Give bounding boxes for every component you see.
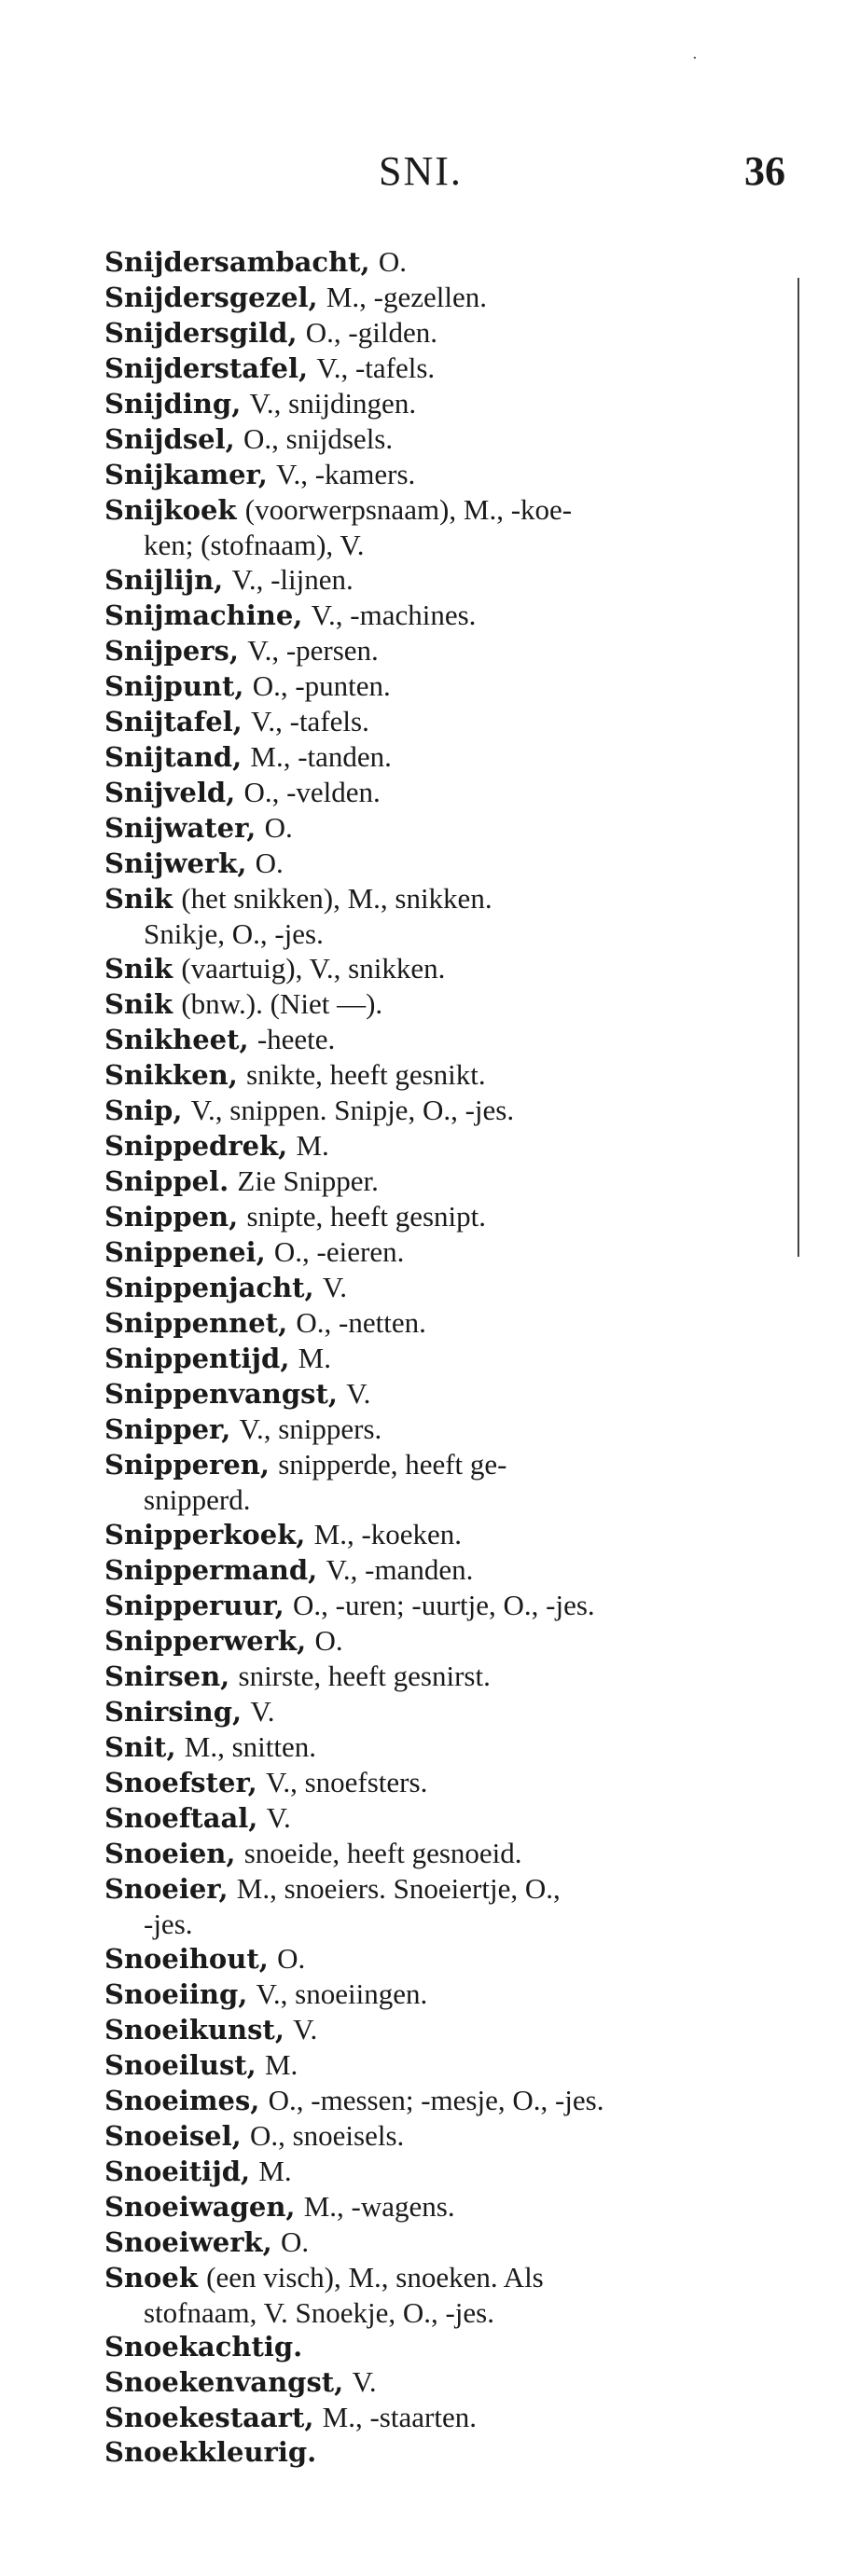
entry-headword: Snippenei, (104, 1236, 266, 1268)
dictionary-entry (104, 739, 795, 775)
entry-continuation: stofnaam, V. Snoekje, O., -jes. (144, 2296, 494, 2329)
entry-headword: Snoeiwerk, (104, 2226, 272, 2258)
entry-definition: V., -kamers. (276, 458, 416, 490)
entry-headword: Snijlijn, (104, 564, 224, 596)
dictionary-entry (104, 351, 795, 386)
entry-headword: Snoekkleurig. (104, 2436, 317, 2468)
entry-headword: Snoeiing, (104, 1978, 248, 2010)
dictionary-entry (104, 1871, 795, 1941)
dictionary-entry (104, 1164, 795, 1199)
entry-definition: (bnw.). (Niet —). (181, 987, 383, 1020)
dictionary-entry (104, 704, 795, 739)
dictionary-entry (104, 421, 795, 457)
dictionary-entry (104, 1447, 795, 1517)
entry-headword: Snoeiwagen, (104, 2191, 296, 2223)
entry-definition: snoeide, heeft gesnoeid. (243, 1837, 522, 1869)
dictionary-entry (104, 1836, 795, 1871)
entry-definition: M., -koeken. (313, 1518, 463, 1550)
entry-definition: (een visch), M., snoeken. Als (206, 2261, 544, 2294)
dictionary-entry (104, 2047, 795, 2083)
dictionary-entry (104, 775, 795, 810)
entry-headword: Snikheet, (104, 1024, 249, 1055)
dictionary-entry (104, 1941, 795, 1977)
dictionary-entry (104, 1199, 795, 1234)
entry-definition: O. (314, 1624, 343, 1657)
running-head: SNI. (379, 148, 463, 194)
entry-headword: Snoeikunst, (104, 2014, 284, 2046)
entry-continuation: snipperd. (144, 1483, 251, 1516)
entry-headword: Snijderstafel, (104, 352, 309, 384)
dictionary-entry (104, 1305, 795, 1341)
entry-definition: M., snitten. (184, 1730, 316, 1763)
entry-definition: V., -tafels. (250, 705, 369, 737)
dictionary-entry (104, 2012, 795, 2047)
entry-headword: Snikken, (104, 1059, 238, 1091)
entry-headword: Snijwater, (104, 812, 257, 844)
entry-definition: M., -wagens. (303, 2190, 455, 2223)
entry-headword: Snoeilust, (104, 2049, 257, 2081)
dictionary-entries (104, 244, 795, 2470)
entry-headword: Snoeihout, (104, 1943, 269, 1975)
entry-definition: O. (264, 811, 293, 844)
entry-headword: Snoekestaart, (104, 2402, 314, 2433)
dictionary-entry (104, 1376, 795, 1412)
dictionary-entry (104, 2154, 795, 2189)
dictionary-entry (104, 1765, 795, 1800)
dictionary-entry (104, 1057, 795, 1093)
entry-definition: V., snoeiingen. (256, 1977, 428, 2010)
entry-definition: O., -uren; -uurtje, O., -jes. (292, 1589, 595, 1621)
entry-definition: M., -gezellen. (326, 281, 488, 313)
dictionary-entry (104, 1093, 795, 1128)
dictionary-entry (104, 1412, 795, 1447)
entry-definition: O., -gilden. (305, 316, 437, 349)
entry-headword: Snijding, (104, 388, 242, 420)
entry-definition: O., -eieren. (273, 1235, 405, 1268)
entry-definition: O. (378, 245, 408, 278)
page-number: 36 (744, 148, 785, 194)
dictionary-entry (104, 1588, 795, 1623)
entry-headword: Snipperen, (104, 1449, 270, 1481)
margin-rule (797, 278, 799, 1257)
entry-headword: Snippel. (104, 1165, 229, 1197)
dictionary-entry (104, 986, 795, 1022)
entry-definition: M. (258, 2155, 292, 2187)
dictionary-entry (104, 2260, 795, 2330)
dictionary-entry (104, 315, 795, 351)
entry-definition: M. (264, 2048, 298, 2081)
entry-definition: M., -staarten. (322, 2401, 477, 2433)
entry-definition: (voorwerpsnaam), M., -koe- (244, 493, 573, 526)
entry-definition: V. (266, 1801, 291, 1834)
entry-definition: V., -tafels. (316, 351, 436, 384)
entry-definition: V., snippen. Snipje, O., -jes. (190, 1094, 515, 1126)
entry-definition: O., -netten. (296, 1306, 426, 1339)
entry-continuation: -jes. (144, 1908, 193, 1940)
entry-headword: Snoefster, (104, 1767, 257, 1798)
entry-definition: M., snoeiers. Snoeiertje, O., (236, 1872, 561, 1905)
entry-definition: V., -lijnen. (231, 563, 354, 596)
entry-definition: O. (255, 847, 284, 879)
entry-definition: M. (298, 1342, 331, 1374)
entry-headword: Snippentijd, (104, 1343, 290, 1374)
dictionary-entry (104, 1517, 795, 1552)
entry-definition: V. (250, 1695, 275, 1728)
entry-headword: Snik (104, 953, 173, 985)
entry-headword: Snoek (104, 2262, 198, 2294)
dictionary-entry (104, 951, 795, 986)
entry-definition: O., snoeisels. (249, 2119, 405, 2152)
entry-definition: V. (352, 2365, 377, 2398)
dictionary-entry (104, 1977, 795, 2012)
dictionary-entry (104, 280, 795, 315)
entry-headword: Snik (104, 988, 173, 1020)
entry-definition: V. (322, 1271, 348, 1303)
entry-definition: O. (280, 2225, 310, 2258)
entry-definition: Zie Snipper. (237, 1164, 379, 1197)
entry-definition: O., -punten. (252, 669, 391, 702)
dictionary-entry (104, 1234, 795, 1270)
entry-headword: Snijtafel, (104, 706, 243, 737)
entry-headword: Snijdersambacht, (104, 246, 370, 278)
entry-definition: O. (277, 1942, 306, 1975)
dictionary-entry (104, 1341, 795, 1376)
entry-definition: V., -persen. (247, 634, 379, 667)
entry-headword: Snipperwerk, (104, 1625, 307, 1657)
dictionary-entry (104, 846, 795, 881)
entry-definition: O., -velden. (243, 776, 381, 808)
entry-definition: V., snijdingen. (249, 387, 417, 420)
entry-headword: Snoeitijd, (104, 2156, 251, 2187)
entry-headword: Snippedrek, (104, 1130, 288, 1162)
dictionary-entry (104, 244, 795, 280)
entry-headword: Snijdersgild, (104, 317, 298, 349)
entry-continuation: ken; (stofnaam), V. (144, 529, 365, 561)
dictionary-entry (104, 2400, 795, 2435)
entry-headword: Snoeimes, (104, 2085, 260, 2116)
entry-definition: snipperde, heeft ge- (278, 1448, 507, 1481)
entry-continuation: Snikje, O., -jes. (144, 917, 324, 950)
entry-definition: O., -messen; -mesje, O., -jes. (268, 2084, 604, 2116)
entry-definition: -heete. (257, 1023, 336, 1055)
dictionary-entry (104, 633, 795, 668)
dictionary-entry (104, 810, 795, 846)
entry-headword: Snipperuur, (104, 1590, 284, 1621)
entry-headword: Snijmachine, (104, 599, 303, 631)
entry-definition: V., -machines. (311, 599, 477, 631)
entry-definition: V. (293, 2013, 318, 2046)
dictionary-entry (104, 1694, 795, 1729)
dictionary-entry (104, 1800, 795, 1836)
dictionary-entry (104, 668, 795, 704)
entry-definition: M. (296, 1129, 329, 1162)
entry-headword: Snippennet, (104, 1307, 288, 1339)
entry-headword: Snit, (104, 1731, 176, 1763)
dictionary-entry (104, 598, 795, 633)
dictionary-entry (104, 2435, 795, 2470)
entry-definition: snikte, heeft gesnikt. (246, 1058, 486, 1091)
entry-headword: Snoeisel, (104, 2120, 242, 2152)
entry-headword: Snijpers, (104, 635, 239, 667)
entry-headword: Snik (104, 883, 173, 915)
dictionary-entry (104, 1729, 795, 1765)
dictionary-entry (104, 2364, 795, 2400)
dictionary-entry (104, 1552, 795, 1588)
dictionary-entry (104, 2189, 795, 2225)
entry-definition: O., snijdsels. (243, 422, 394, 455)
entry-headword: Snirsen, (104, 1660, 230, 1692)
entry-headword: Snippen, (104, 1201, 239, 1233)
dictionary-entry (104, 1270, 795, 1305)
entry-headword: Snippenvangst, (104, 1378, 338, 1410)
page-header (0, 147, 846, 203)
entry-headword: Snijkoek (104, 494, 237, 526)
entry-headword: Snijtand, (104, 741, 243, 773)
entry-headword: Snoeftaal, (104, 1802, 258, 1834)
entry-definition: snipte, heeft gesnipt. (246, 1200, 487, 1233)
dictionary-entry (104, 2225, 795, 2260)
entry-definition: V., snippers. (239, 1412, 382, 1445)
entry-definition: M., -tanden. (250, 740, 392, 773)
entry-headword: Snijdersgezel, (104, 282, 318, 313)
entry-headword: Snijveld, (104, 777, 236, 808)
entry-headword: Snoekachtig. (104, 2331, 303, 2362)
entry-headword: Snijdsel, (104, 423, 235, 455)
entry-headword: Snirsing, (104, 1696, 243, 1728)
entry-definition: (vaartuig), V., snikken. (181, 952, 446, 985)
entry-headword: Snippermand, (104, 1554, 318, 1586)
entry-definition: (het snikken), M., snikken. (181, 882, 492, 915)
dictionary-entry (104, 881, 795, 951)
entry-headword: Snijwerk, (104, 847, 247, 879)
dictionary-entry (104, 1022, 795, 1057)
entry-headword: Snipper, (104, 1413, 231, 1445)
speck-mark: · (692, 48, 698, 68)
dictionary-entry (104, 457, 795, 492)
entry-definition: V., -manden. (326, 1553, 474, 1586)
dictionary-entry (104, 562, 795, 598)
dictionary-entry (104, 1128, 795, 1164)
dictionary-entry (104, 1623, 795, 1659)
dictionary-entry (104, 2330, 795, 2364)
dictionary-entry (104, 1659, 795, 1694)
entry-definition: V. (346, 1377, 371, 1410)
entry-headword: Snippenjacht, (104, 1272, 314, 1303)
entry-definition: snirste, heeft gesnirst. (238, 1660, 491, 1692)
entry-headword: Snip, (104, 1095, 183, 1126)
entry-definition: V., snoefsters. (265, 1766, 428, 1798)
entry-headword: Snijpunt, (104, 670, 244, 702)
dictionary-entry (104, 2083, 795, 2118)
dictionary-entry (104, 2118, 795, 2154)
entry-headword: Snijkamer, (104, 459, 268, 490)
entry-headword: Snipperkoek, (104, 1519, 306, 1550)
dictionary-entry (104, 386, 795, 421)
entry-headword: Snoeier, (104, 1873, 229, 1905)
entry-headword: Snoekenvangst, (104, 2366, 344, 2398)
entry-headword: Snoeien, (104, 1838, 236, 1869)
dictionary-entry (104, 492, 795, 562)
